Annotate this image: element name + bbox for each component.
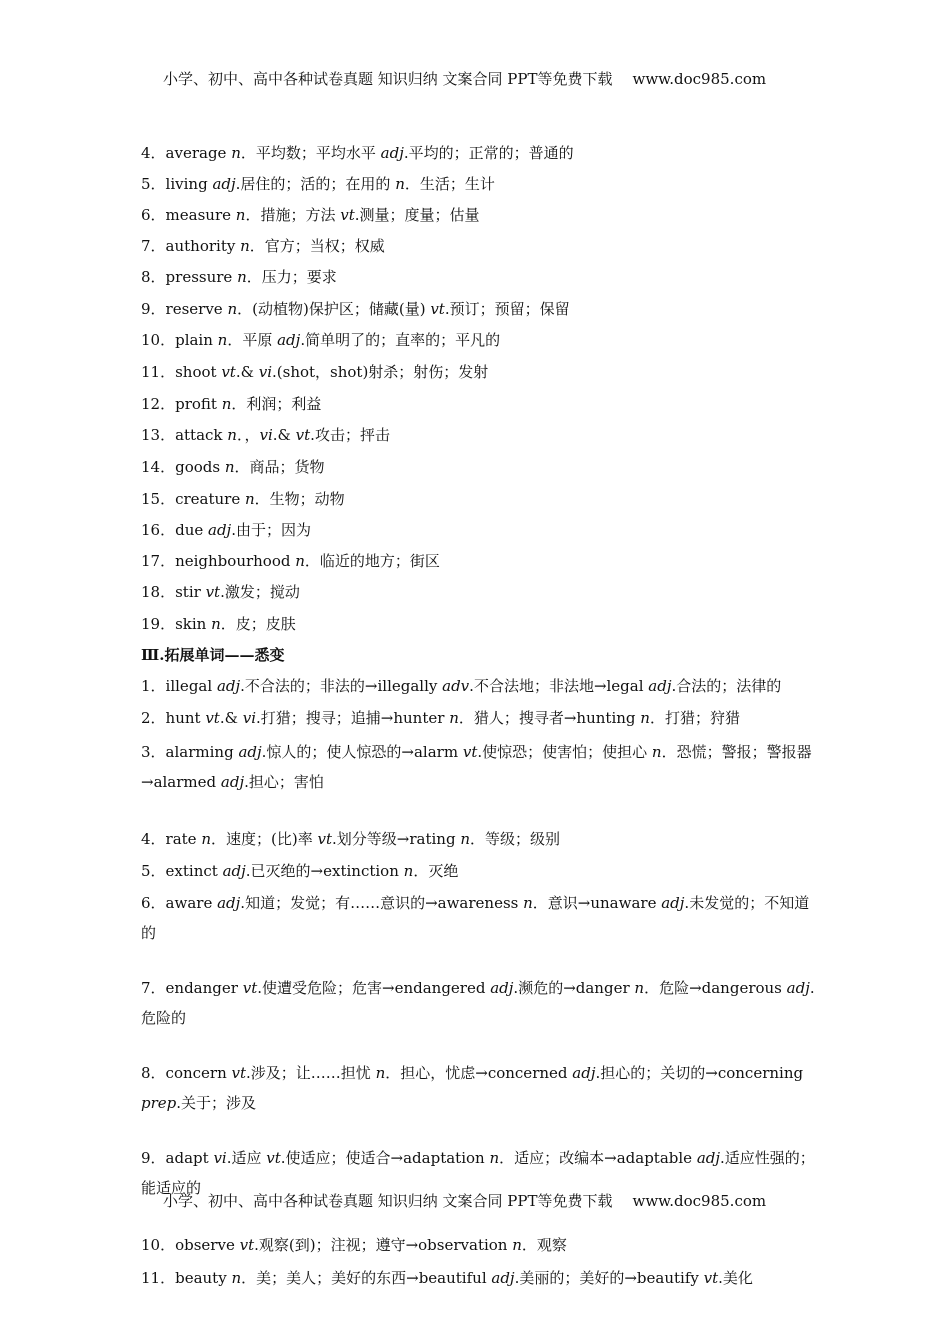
part-of-speech: adj bbox=[208, 521, 232, 539]
vocab-item bbox=[141, 205, 821, 225]
vocab-item bbox=[141, 236, 821, 256]
part-of-speech: vt bbox=[462, 743, 478, 761]
entry-text: ．打猎；狩猎 bbox=[649, 709, 740, 727]
part-of-speech: adj bbox=[220, 773, 245, 791]
part-of-speech: vt bbox=[221, 363, 236, 381]
document-body bbox=[141, 143, 821, 1288]
entry-text: ．等级；级别 bbox=[470, 830, 561, 848]
part-of-speech: adj bbox=[491, 1269, 515, 1287]
part-of-speech: vi bbox=[213, 1149, 227, 1167]
entry-text: .已灭绝的→extinction bbox=[245, 862, 404, 880]
part-of-speech: vt bbox=[239, 1236, 255, 1254]
entry-text: .担心的；关切的→concerning bbox=[595, 1064, 804, 1082]
entry-word: 16．due bbox=[141, 521, 208, 539]
entry-word: 10．observe bbox=[141, 1236, 240, 1254]
part-of-speech: n bbox=[512, 1236, 522, 1254]
part-of-speech: n bbox=[460, 830, 470, 848]
entry-text: ．恐慌；警报；警报器→alarmed bbox=[141, 743, 812, 791]
entry-text: .濒危的→danger bbox=[513, 979, 635, 997]
entry-word: 1．illegal bbox=[141, 677, 217, 695]
part-of-speech: vi bbox=[242, 709, 257, 727]
part-of-speech: n bbox=[375, 1064, 386, 1082]
entry-word: 5．extinct bbox=[141, 862, 223, 880]
vocab-item bbox=[141, 267, 821, 287]
entry-word: 4．rate bbox=[141, 830, 202, 848]
expand-item bbox=[141, 1235, 821, 1255]
part-of-speech: adj bbox=[238, 743, 262, 761]
entry-word: 6．measure bbox=[141, 206, 236, 224]
vocab-list bbox=[141, 143, 821, 634]
vocab-item bbox=[141, 551, 821, 571]
expand-item bbox=[141, 861, 821, 881]
entry-text: ．猎人；搜寻者→hunting bbox=[458, 709, 641, 727]
vocab-item bbox=[141, 614, 821, 634]
part-of-speech: vt bbox=[266, 1149, 281, 1167]
part-of-speech: vi bbox=[259, 426, 273, 444]
part-of-speech: adj bbox=[216, 677, 241, 695]
entry-text: .合法的；法律的 bbox=[671, 677, 782, 695]
entry-word: 8．concern bbox=[141, 1064, 232, 1082]
entry-text: ．(动植物)保护区；储藏(量) bbox=[237, 300, 431, 318]
entry-text: ．生活；生计 bbox=[404, 175, 495, 193]
part-of-speech: n bbox=[227, 300, 238, 318]
part-of-speech: n bbox=[221, 395, 232, 413]
part-of-speech: n bbox=[403, 862, 414, 880]
part-of-speech: n bbox=[634, 979, 645, 997]
part-of-speech: adj bbox=[572, 1064, 596, 1082]
part-of-speech: n bbox=[651, 743, 662, 761]
expand-item bbox=[141, 888, 821, 948]
entry-text: ．速度；(比)率 bbox=[211, 830, 318, 848]
entry-word: 11．beauty bbox=[141, 1269, 232, 1287]
vocab-item bbox=[141, 143, 821, 163]
footer-text: 小学、初中、高中各种试卷真题 知识归纳 文案合同 PPT等免费下载 bbox=[163, 1192, 613, 1210]
entry-text: .(shot，shot)射杀；射伤；发射 bbox=[272, 363, 489, 381]
entry-word: 12．profit bbox=[141, 395, 222, 413]
expand-item bbox=[141, 1268, 821, 1288]
part-of-speech: adj bbox=[380, 144, 404, 162]
entry-word: 13．attack bbox=[141, 426, 228, 444]
entry-text: .打猎；搜寻；追捕→hunter bbox=[256, 709, 450, 727]
entry-text: ．适应；改编本→adaptable bbox=[499, 1149, 697, 1167]
vocab-item bbox=[141, 582, 821, 602]
part-of-speech: n bbox=[523, 894, 533, 912]
part-of-speech: vt bbox=[703, 1269, 719, 1287]
page-header bbox=[163, 69, 766, 89]
part-of-speech: n bbox=[224, 458, 235, 476]
entry-word: 10．plain bbox=[141, 331, 218, 349]
vocab-item bbox=[141, 362, 821, 382]
entry-text: .惊人的；使人惊恐的→alarm bbox=[261, 743, 463, 761]
part-of-speech: n bbox=[489, 1149, 500, 1167]
expand-item bbox=[141, 676, 821, 696]
entry-text: ．， bbox=[236, 426, 260, 444]
entry-word: 8．pressure bbox=[141, 268, 238, 286]
entry-text: .知道；发觉；有……意识的→awareness bbox=[240, 894, 524, 912]
vocab-item bbox=[141, 330, 821, 350]
entry-text: .划分等级→rating bbox=[332, 830, 461, 848]
entry-text: .不合法的；非法的→illegally bbox=[240, 677, 443, 695]
entry-word: 19．skin bbox=[141, 615, 212, 633]
entry-word: 9．reserve bbox=[141, 300, 228, 318]
entry-text: ．临近的地方；街区 bbox=[304, 552, 440, 570]
vocab-item bbox=[141, 174, 821, 194]
entry-text: .观察(到)；注视；遵守→observation bbox=[254, 1236, 513, 1254]
entry-text: ．平原 bbox=[227, 331, 278, 349]
vocab-item bbox=[141, 520, 821, 540]
part-of-speech: vt bbox=[242, 979, 258, 997]
entry-text: .简单明了的；直率的；平凡的 bbox=[300, 331, 501, 349]
entry-text: ．商品；货物 bbox=[234, 458, 325, 476]
part-of-speech: vt bbox=[231, 1064, 247, 1082]
header-site: www.doc985.com bbox=[632, 70, 767, 88]
entry-text: .平均的；正常的；普通的 bbox=[403, 144, 574, 162]
entry-text: ．压力；要求 bbox=[246, 268, 337, 286]
part-of-speech: adj bbox=[648, 677, 672, 695]
entry-word: 15．creature bbox=[141, 490, 245, 508]
entry-text: ．皮；皮肤 bbox=[220, 615, 296, 633]
part-of-speech: adj bbox=[212, 175, 236, 193]
part-of-speech: n bbox=[211, 615, 221, 633]
header-text: 小学、初中、高中各种试卷真题 知识归纳 文案合同 PPT等免费下载 bbox=[163, 70, 613, 88]
entry-text: ．利润；利益 bbox=[231, 395, 322, 413]
entry-word: 7．authority bbox=[141, 237, 241, 255]
entry-word: 17．neighbourhood bbox=[141, 552, 296, 570]
entry-text: .& bbox=[272, 426, 296, 444]
part-of-speech: vt bbox=[205, 709, 220, 727]
part-of-speech: adj bbox=[222, 862, 246, 880]
part-of-speech: adj bbox=[277, 331, 301, 349]
entry-word: 14．goods bbox=[141, 458, 225, 476]
vocab-item bbox=[141, 457, 821, 477]
entry-text: .测量；度量；估量 bbox=[354, 206, 480, 224]
part-of-speech: adv bbox=[442, 677, 470, 695]
part-of-speech: n bbox=[237, 268, 247, 286]
entry-text: .攻击；抨击 bbox=[310, 426, 390, 444]
entry-text: ．灭绝 bbox=[413, 862, 459, 880]
expand-item bbox=[141, 829, 821, 849]
entry-text: ．官方；当权；权威 bbox=[249, 237, 385, 255]
part-of-speech: adj bbox=[217, 894, 241, 912]
part-of-speech: n bbox=[295, 552, 305, 570]
vocab-item bbox=[141, 299, 821, 319]
entry-text: .使适应；使适合→adaptation bbox=[280, 1149, 490, 1167]
part-of-speech: n bbox=[217, 331, 228, 349]
part-of-speech: adj bbox=[786, 979, 810, 997]
entry-text: .危险的 bbox=[141, 979, 815, 1027]
entry-word: 6．aware bbox=[141, 894, 218, 912]
part-of-speech: vt bbox=[317, 830, 333, 848]
entry-word: 11．shoot bbox=[141, 363, 222, 381]
page-footer bbox=[163, 1191, 766, 1211]
part-of-speech: n bbox=[235, 206, 246, 224]
entry-text: .居住的；活的；在用的 bbox=[235, 175, 396, 193]
entry-text: .& bbox=[235, 363, 259, 381]
entry-text: .美丽的；美好的→beautify bbox=[514, 1269, 704, 1287]
entry-word: 4．average bbox=[141, 144, 232, 162]
footer-site: www.doc985.com bbox=[632, 1192, 767, 1210]
entry-text: .& bbox=[219, 709, 243, 727]
entry-text: .预订；预留；保留 bbox=[444, 300, 570, 318]
entry-text: ．平均数；平均水平 bbox=[240, 144, 381, 162]
part-of-speech: n bbox=[240, 237, 250, 255]
entry-text: .关于；涉及 bbox=[176, 1094, 257, 1112]
part-of-speech: n bbox=[640, 709, 650, 727]
expand-item bbox=[141, 973, 821, 1033]
entry-word: 5．living bbox=[141, 175, 213, 193]
entry-word: 9．adapt bbox=[141, 1149, 214, 1167]
entry-text: .使遭受危险；危害→endangered bbox=[257, 979, 491, 997]
section-title: Ⅲ.拓展单词——悉变 bbox=[141, 646, 285, 664]
entry-text: ．生物；动物 bbox=[254, 490, 345, 508]
part-of-speech: vt bbox=[295, 426, 311, 444]
expand-item bbox=[141, 1058, 821, 1118]
part-of-speech: n bbox=[231, 144, 241, 162]
part-of-speech: adj bbox=[696, 1149, 721, 1167]
entry-text: ．美；美人；美好的东西→beautiful bbox=[241, 1269, 492, 1287]
entry-text: ．观察 bbox=[521, 1236, 567, 1254]
entry-word: 3．alarming bbox=[141, 743, 239, 761]
part-of-speech: n bbox=[449, 709, 459, 727]
part-of-speech: adj bbox=[661, 894, 685, 912]
entry-text: .未发觉的；不知道的 bbox=[141, 894, 810, 942]
entry-text: ．意识→unaware bbox=[532, 894, 662, 912]
part-of-speech: vi bbox=[258, 363, 272, 381]
entry-word: 2．hunt bbox=[141, 709, 206, 727]
part-of-speech: vt bbox=[205, 583, 221, 601]
vocab-item bbox=[141, 394, 821, 414]
entry-text: ．担心，忧虑→concerned bbox=[385, 1064, 573, 1082]
entry-word: 7．endanger bbox=[141, 979, 243, 997]
part-of-speech: adj bbox=[490, 979, 514, 997]
vocab-item bbox=[141, 425, 821, 445]
entry-word: 18．stir bbox=[141, 583, 206, 601]
part-of-speech: vt bbox=[430, 300, 445, 318]
entry-text: ．措施；方法 bbox=[245, 206, 341, 224]
entry-text: .使惊恐；使害怕；使担心 bbox=[477, 743, 652, 761]
part-of-speech: n bbox=[244, 490, 255, 508]
part-of-speech: n bbox=[201, 830, 212, 848]
entry-text: .适应性强的；能适应的 bbox=[141, 1149, 815, 1197]
entry-text: .适应 bbox=[226, 1149, 267, 1167]
entry-text: .担心；害怕 bbox=[244, 773, 324, 791]
expand-item bbox=[141, 708, 821, 728]
part-of-speech: n bbox=[231, 1269, 242, 1287]
entry-text: .美化 bbox=[718, 1269, 753, 1287]
vocab-item bbox=[141, 489, 821, 509]
entry-text: .由于；因为 bbox=[231, 521, 311, 539]
part-of-speech: n bbox=[395, 175, 405, 193]
entry-text: .激发；搅动 bbox=[220, 583, 300, 601]
entry-text: .不合法地；非法地→legal bbox=[469, 677, 649, 695]
entry-text: .涉及；让……担忧 bbox=[246, 1064, 376, 1082]
entry-text: ．危险→dangerous bbox=[644, 979, 787, 997]
part-of-speech: vt bbox=[340, 206, 355, 224]
part-of-speech: n bbox=[227, 426, 237, 444]
part-of-speech: prep bbox=[141, 1094, 177, 1112]
expand-item bbox=[141, 737, 821, 797]
